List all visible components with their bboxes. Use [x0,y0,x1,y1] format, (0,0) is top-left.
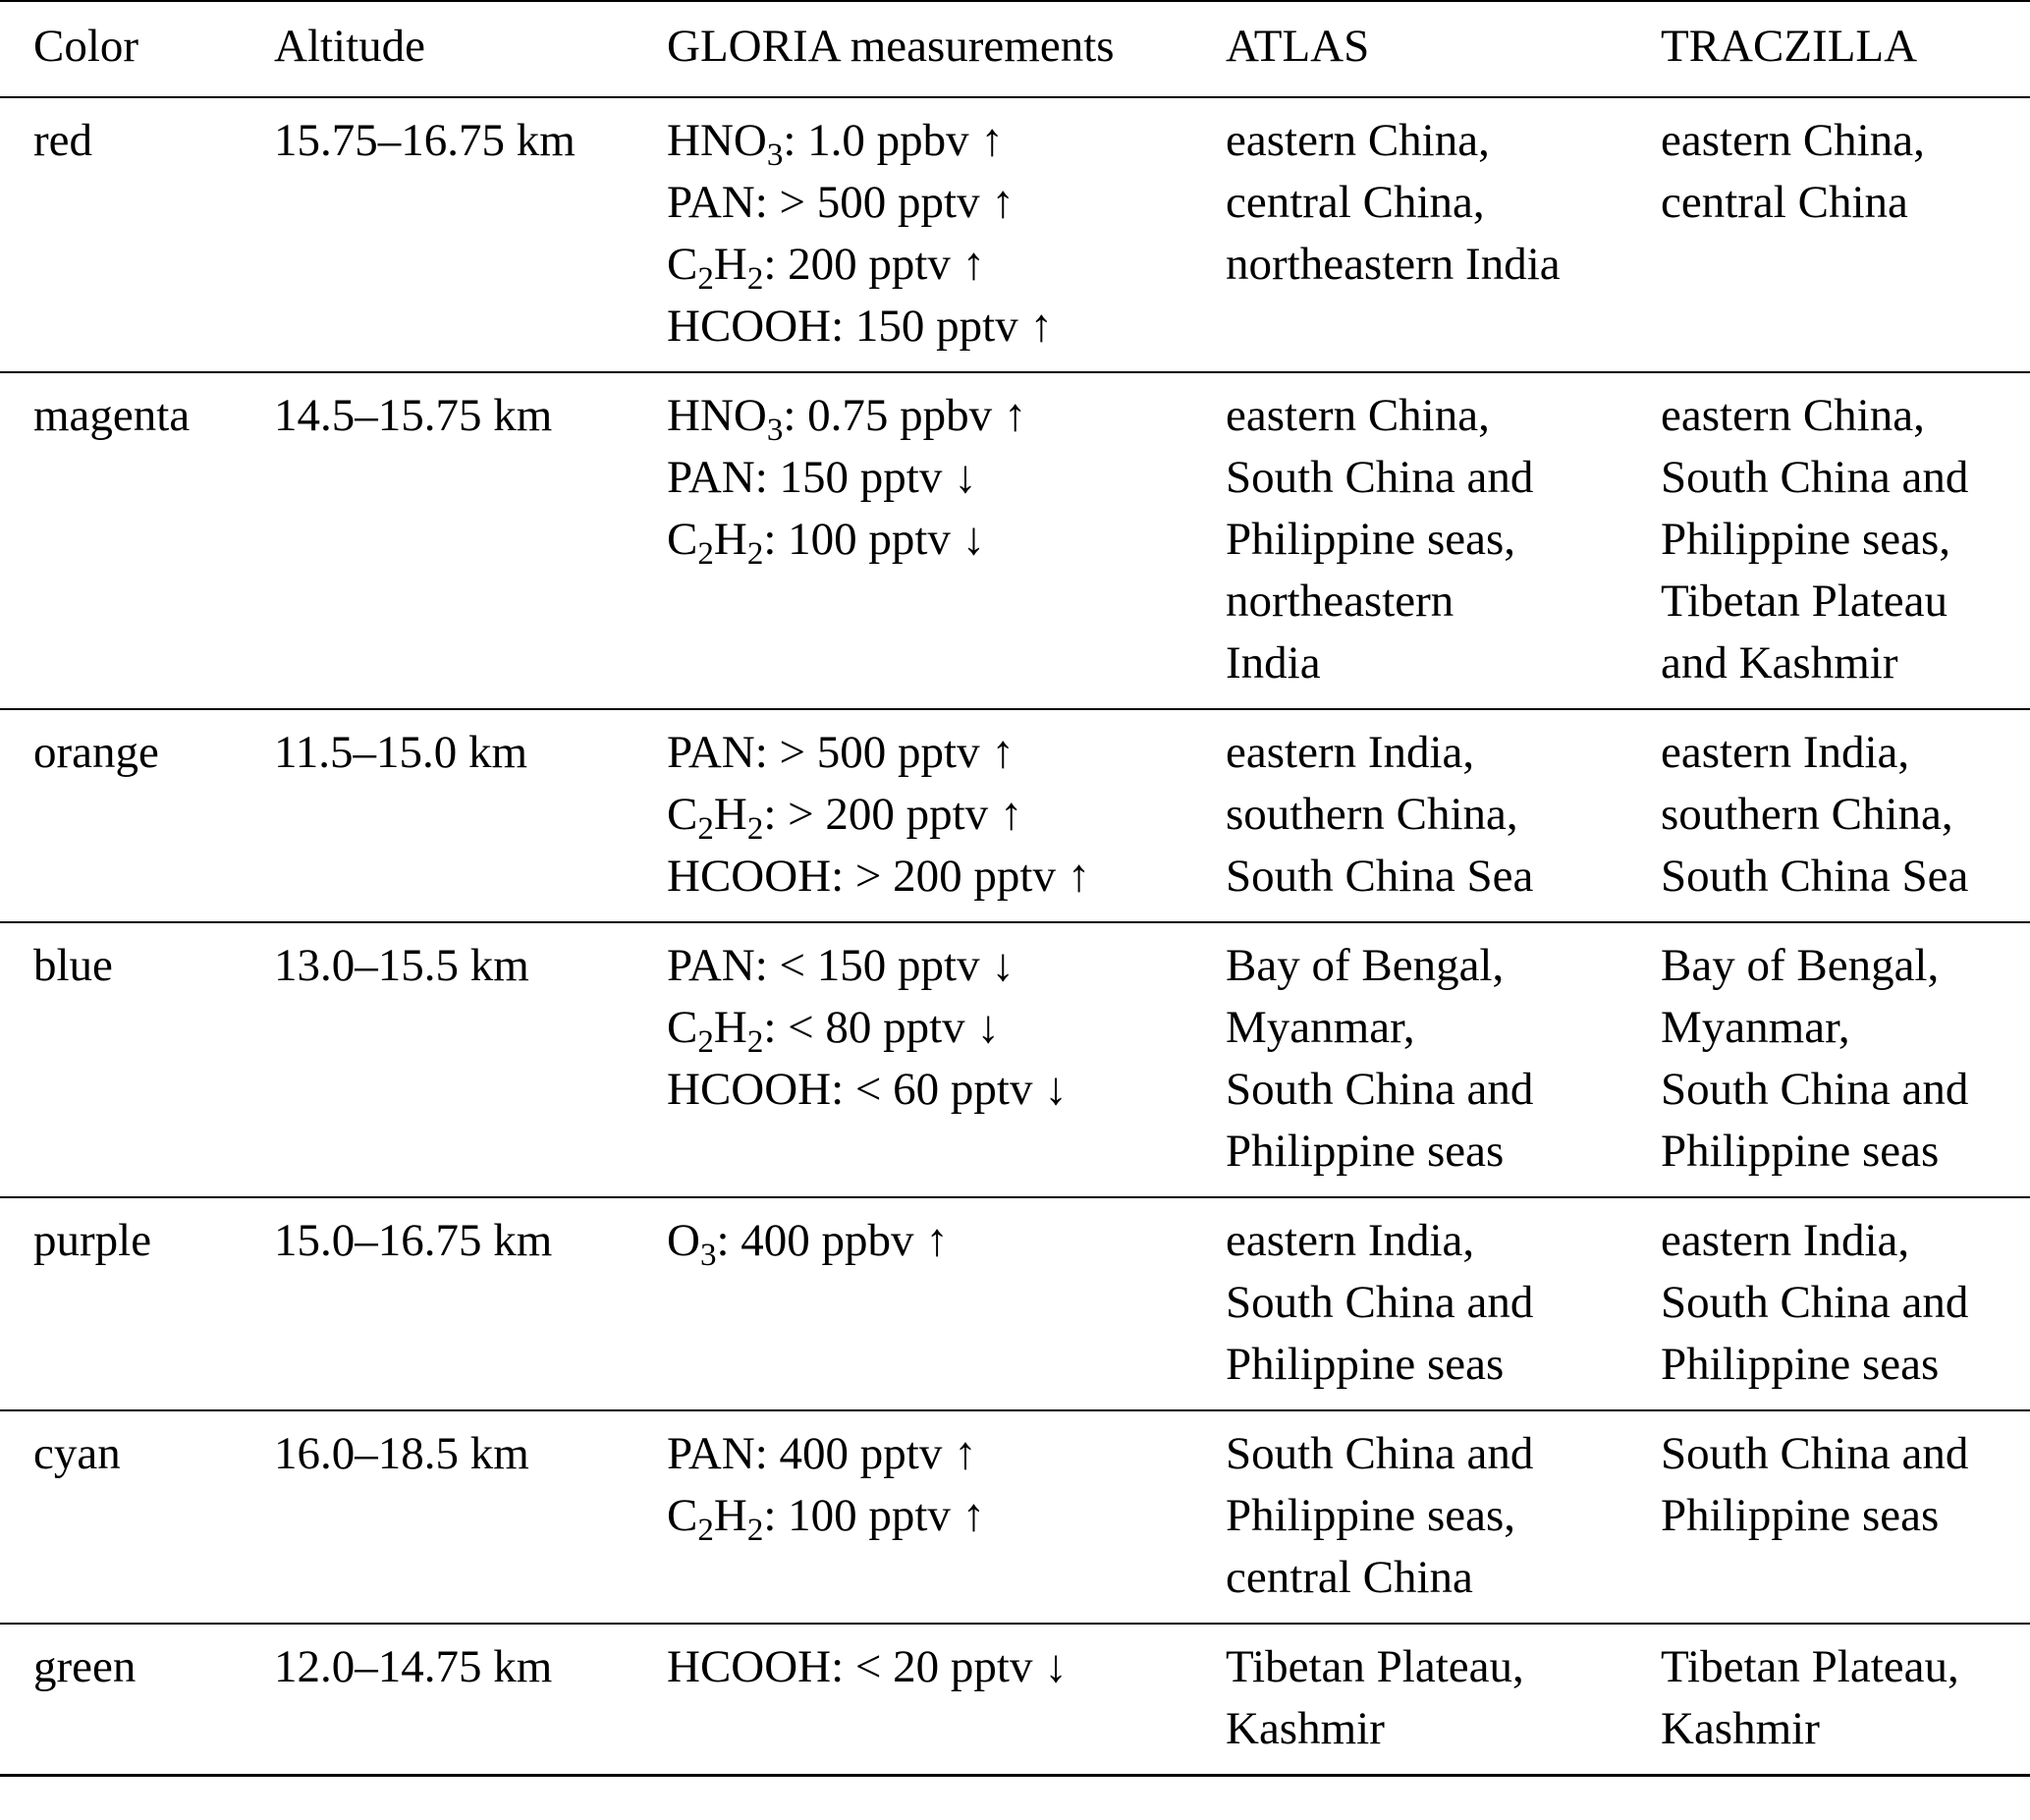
gloria-measurement [667,296,1226,358]
gloria-measurement [667,997,1226,1059]
atlas-region-line: South China and [1226,1277,1534,1328]
cell-gloria [667,922,1226,1197]
header-altitude: Altitude [274,1,667,97]
measurement-subscript: 3 [699,1238,717,1273]
table-row [0,1624,2030,1776]
measurement-subscript: 2 [697,1024,714,1060]
measurement-text: PAN: < 150 pptv ↓ [667,940,1015,991]
measurement-text: HCOOH: < 20 pptv ↓ [667,1641,1068,1692]
header-color: Color [0,1,274,97]
measurement-text: C [667,1490,698,1541]
measurement-subscript: 2 [746,1513,764,1548]
cell-color: purple [33,1215,152,1266]
traczilla-region-line: South China and [1661,452,1969,503]
traczilla-region-line: Philippine seas [1661,1490,1940,1541]
cell-color: cyan [33,1428,121,1479]
cell-traczilla [1661,372,2030,709]
traczilla-region-line: eastern India, [1661,1215,1910,1266]
traczilla-region-line: South China and [1661,1064,1969,1115]
atlas-region-line: South China Sea [1226,851,1534,902]
cell-altitude: 11.5–15.0 km [274,727,528,778]
atlas-region-line: southern China, [1226,789,1518,840]
measurement-text: H [713,514,747,565]
measurement-subscript: 2 [697,1513,714,1548]
traczilla-region-line: eastern China, [1661,390,1925,441]
atlas-region-line: Bay of Bengal, [1226,940,1505,991]
measurement-subscript: 2 [746,811,764,847]
cell-traczilla [1661,1197,2030,1410]
cell-altitude: 14.5–15.75 km [274,390,553,441]
measurement-text: : 100 pptv ↑ [763,1490,986,1541]
measurement-text: H [713,1490,747,1541]
traczilla-region-line: Myanmar, [1661,1002,1850,1053]
atlas-region-line: South China and [1226,452,1534,503]
gloria-measurement [667,935,1226,997]
gloria-measurement [667,172,1226,234]
measurement-subscript: 2 [697,536,714,572]
table-body [0,97,2030,1776]
measurement-text: C [667,239,698,290]
measurement-subscript: 2 [746,1024,764,1060]
cell-traczilla [1661,1624,2030,1776]
atlas-region-line: Philippine seas, [1226,514,1516,565]
cell-atlas [1226,1410,1661,1624]
cell-color: blue [33,940,113,991]
atlas-region-line: Philippine seas, [1226,1490,1516,1541]
cell-color: orange [33,727,159,778]
traczilla-region-line: Tibetan Plateau [1661,576,1948,627]
measurement-text: PAN: 400 pptv ↑ [667,1428,977,1479]
gloria-measurement [667,1059,1226,1121]
atlas-region-line: Myanmar, [1226,1002,1415,1053]
cell-gloria [667,1410,1226,1624]
header-traczilla: TRACZILLA [1661,1,2030,97]
measurement-text: : 100 pptv ↓ [763,514,986,565]
cell-traczilla [1661,97,2030,372]
atlas-region-line: eastern China, [1226,115,1490,166]
atlas-region-line: Kashmir [1226,1703,1385,1754]
measurement-subscript: 2 [746,536,764,572]
gloria-measurement [667,1485,1226,1547]
gloria-measurement [667,846,1226,908]
header-row [0,1,2030,97]
cell-atlas [1226,1624,1661,1776]
traczilla-region-line: eastern China, [1661,115,1925,166]
cell-atlas [1226,97,1661,372]
cell-altitude: 12.0–14.75 km [274,1641,553,1692]
measurement-text: HNO [667,390,767,441]
measurement-text: : > 200 pptv ↑ [763,789,1023,840]
traczilla-region-line: Bay of Bengal, [1661,940,1940,991]
measurement-text: HCOOH: > 200 pptv ↑ [667,851,1091,902]
measurement-text: : 0.75 ppbv ↑ [783,390,1027,441]
cell-altitude: 15.0–16.75 km [274,1215,553,1266]
gloria-measurement [667,1636,1226,1698]
atlas-region-line: India [1226,637,1321,689]
gloria-measurement [667,509,1226,571]
cell-traczilla [1661,922,2030,1197]
atlas-region-line: eastern India, [1226,1215,1475,1266]
cell-altitude: 15.75–16.75 km [274,115,576,166]
atlas-region-line: eastern India, [1226,727,1475,778]
table-row [0,1197,2030,1410]
gloria-measurement [667,447,1226,509]
traczilla-region-line: and Kashmir [1661,637,1898,689]
measurement-text: : 400 ppbv ↑ [716,1215,949,1266]
traczilla-region-line: Philippine seas, [1661,514,1951,565]
measurement-text: PAN: 150 pptv ↓ [667,452,977,503]
gloria-measurement [667,1210,1226,1272]
gloria-measurement [667,234,1226,296]
atlas-region-line: northeastern India [1226,239,1561,290]
atlas-region-line: central China, [1226,177,1485,228]
measurement-text: C [667,514,698,565]
measurement-subscript: 3 [766,138,784,173]
gloria-measurement [667,722,1226,784]
cell-atlas [1226,1197,1661,1410]
traczilla-region-line: Philippine seas [1661,1339,1940,1390]
table-row [0,97,2030,372]
cell-color: green [33,1641,137,1692]
measurement-text: : 200 pptv ↑ [763,239,986,290]
cell-color: magenta [33,390,191,441]
cell-gloria [667,709,1226,922]
header-atlas: ATLAS [1226,1,1661,97]
cell-gloria [667,372,1226,709]
gloria-measurement [667,1423,1226,1485]
table-row [0,372,2030,709]
measurement-subscript: 2 [697,261,714,297]
atlas-region-line: Philippine seas [1226,1126,1505,1177]
cell-gloria [667,1197,1226,1410]
gloria-measurement [667,784,1226,846]
traczilla-region-line: Philippine seas [1661,1126,1940,1177]
measurement-text: C [667,1002,698,1053]
measurement-subscript: 2 [746,261,764,297]
measurement-text: PAN: > 500 pptv ↑ [667,177,1015,228]
cell-altitude: 13.0–15.5 km [274,940,529,991]
atlas-region-line: South China and [1226,1064,1534,1115]
traczilla-region-line: eastern India, [1661,727,1910,778]
measurement-text: C [667,789,698,840]
traczilla-region-line: South China and [1661,1277,1969,1328]
measurement-text: : < 80 pptv ↓ [763,1002,1000,1053]
measurement-subscript: 2 [697,811,714,847]
table-row [0,1410,2030,1624]
cell-color: red [33,115,93,166]
atlas-region-line: South China and [1226,1428,1534,1479]
measurement-text: : 1.0 ppbv ↑ [783,115,1004,166]
cell-atlas [1226,709,1661,922]
atlas-region-line: Tibetan Plateau, [1226,1641,1524,1692]
measurement-text: HCOOH: < 60 pptv ↓ [667,1064,1068,1115]
table-row [0,709,2030,922]
traczilla-region-line: central China [1661,177,1908,228]
cell-traczilla [1661,1410,2030,1624]
atlas-region-line: Philippine seas [1226,1339,1505,1390]
measurement-subscript: 3 [766,413,784,448]
cell-gloria [667,1624,1226,1776]
gloria-measurement [667,110,1226,172]
traczilla-region-line: South China Sea [1661,851,1969,902]
traczilla-region-line: southern China, [1661,789,1953,840]
cell-gloria [667,97,1226,372]
traczilla-region-line: South China and [1661,1428,1969,1479]
traczilla-region-line: Tibetan Plateau, [1661,1641,1959,1692]
gloria-measurement [667,385,1226,447]
measurement-text: H [713,1002,747,1053]
atlas-region-line: central China [1226,1552,1473,1603]
table-row [0,922,2030,1197]
cell-traczilla [1661,709,2030,922]
traczilla-region-line: Kashmir [1661,1703,1820,1754]
header-gloria: GLORIA measurements [667,1,1226,97]
measurement-text: HNO [667,115,767,166]
measurement-text: H [713,789,747,840]
cell-atlas [1226,372,1661,709]
measurement-text: O [667,1215,700,1266]
measurement-text: H [713,239,747,290]
measurement-text: HCOOH: 150 pptv ↑ [667,301,1053,352]
atlas-region-line: eastern China, [1226,390,1490,441]
atlas-region-line: northeastern [1226,576,1454,627]
cell-atlas [1226,922,1661,1197]
cell-altitude: 16.0–18.5 km [274,1428,529,1479]
measurement-text: PAN: > 500 pptv ↑ [667,727,1015,778]
